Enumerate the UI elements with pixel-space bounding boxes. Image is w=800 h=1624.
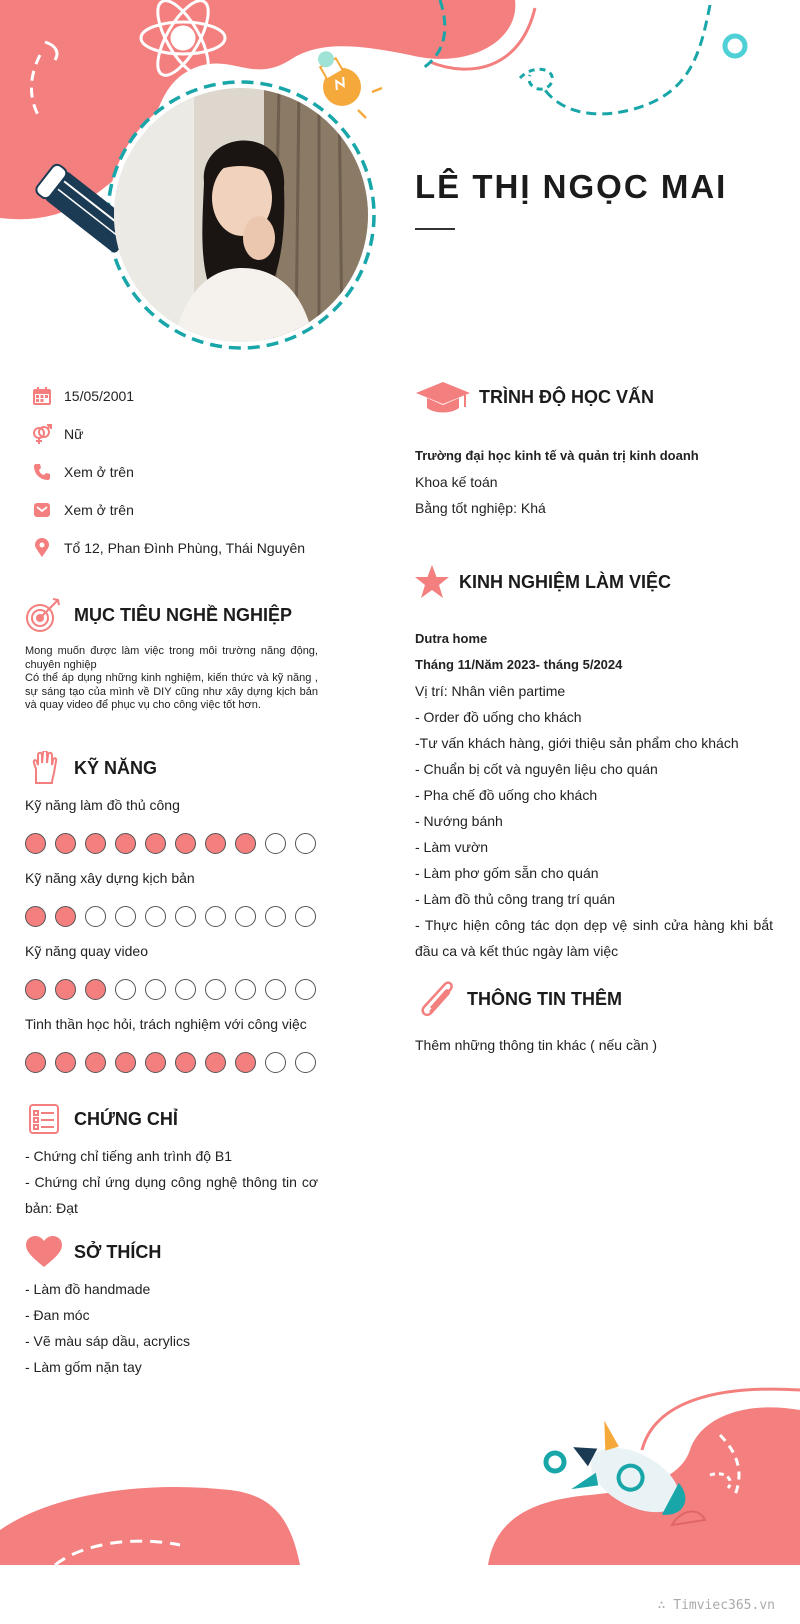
skill-rating bbox=[25, 906, 316, 927]
info-address-text: Tổ 12, Phan Đình Phùng, Thái Nguyên bbox=[64, 540, 306, 556]
skill-rating bbox=[25, 1052, 316, 1073]
experience-details bbox=[415, 626, 773, 964]
rating-dot-empty bbox=[85, 906, 106, 927]
info-address bbox=[30, 535, 305, 561]
rating-dot-filled bbox=[145, 1052, 166, 1073]
hobby-item: - Đan móc bbox=[25, 1307, 90, 1323]
candidate-name: LÊ THỊ NGỌC MAI bbox=[415, 168, 728, 205]
certificates-title: CHỨNG CHỈ bbox=[74, 1108, 178, 1129]
profile-photo bbox=[114, 88, 368, 342]
rating-dot-empty bbox=[265, 1052, 286, 1073]
rating-dot-empty bbox=[235, 906, 256, 927]
rating-dot-empty bbox=[295, 1052, 316, 1073]
education-school: Trường đại học kinh tế và quản trị kinh doanh bbox=[415, 448, 699, 463]
rating-dot-empty bbox=[265, 906, 286, 927]
objective-line: Có thể áp dụng những kinh nghiệm, kiến thức và kỹ năng , sự sáng tạo của mình về DIY cũng như xây dựng kịch bản và quay video để phục vụ cho công việc tốt hơn. bbox=[25, 672, 318, 711]
info-email bbox=[30, 497, 134, 523]
experience-item: - Nướng bánh bbox=[415, 813, 503, 829]
certificate-item: bản: Đạt bbox=[25, 1200, 78, 1216]
rating-dot-empty bbox=[175, 906, 196, 927]
education-faculty: Khoa kế toán bbox=[415, 474, 498, 490]
rating-dot-filled bbox=[175, 1052, 196, 1073]
experience-item: - Pha chế đồ uống cho khách bbox=[415, 787, 598, 803]
star-icon bbox=[413, 562, 451, 602]
rating-dot-empty bbox=[265, 833, 286, 854]
rating-dot-empty bbox=[295, 979, 316, 1000]
certificates-header bbox=[22, 1099, 178, 1139]
calendar-icon bbox=[30, 384, 54, 408]
rating-dot-filled bbox=[235, 1052, 256, 1073]
rating-dot-filled bbox=[145, 833, 166, 854]
education-title: TRÌNH ĐỘ HỌC VẤN bbox=[479, 386, 654, 407]
gender-icon bbox=[30, 422, 54, 446]
info-birthdate bbox=[30, 383, 134, 409]
skills-header bbox=[22, 748, 157, 788]
skill-rating bbox=[25, 833, 316, 854]
graduation-cap-icon bbox=[415, 377, 471, 417]
skill-label: Kỹ năng quay video bbox=[25, 943, 148, 959]
experience-title: KINH NGHIỆM LÀM VIỆC bbox=[459, 571, 672, 592]
skills-title: KỸ NĂNG bbox=[74, 757, 158, 778]
location-pin-icon bbox=[30, 536, 54, 560]
extra-title: THÔNG TIN THÊM bbox=[467, 988, 622, 1009]
experience-item: - Thực hiện công tác dọn dẹp vệ sinh cửa hàng khi bắt bbox=[415, 917, 773, 933]
skill-label: Kỹ năng làm đồ thủ công bbox=[25, 797, 180, 813]
rating-dot-empty bbox=[295, 833, 316, 854]
hand-icon bbox=[22, 748, 66, 788]
rating-dot-filled bbox=[55, 833, 76, 854]
rating-dot-filled bbox=[55, 979, 76, 1000]
rating-dot-empty bbox=[205, 979, 226, 1000]
extra-text: Thêm những thông tin khác ( nếu cần ) bbox=[415, 1037, 658, 1053]
experience-item: -Tư vấn khách hàng, giới thiệu sản phẩm cho khách bbox=[415, 735, 739, 751]
hobbies-list bbox=[25, 1276, 190, 1380]
rating-dot-filled bbox=[235, 833, 256, 854]
experience-item: - Làm vườn bbox=[415, 839, 489, 855]
certificates-list bbox=[25, 1143, 318, 1221]
objective-header bbox=[22, 595, 292, 635]
education-details bbox=[415, 443, 699, 521]
certificate-item: - Chứng chỉ ứng dụng công nghệ thông tin cơ bbox=[25, 1174, 318, 1190]
watermark: ∴ Timviec365.vn bbox=[657, 1598, 775, 1613]
objective-title: MỤC TIÊU NGHỀ NGHIỆP bbox=[74, 604, 293, 625]
heart-icon bbox=[22, 1232, 66, 1272]
rating-dot-filled bbox=[115, 1052, 136, 1073]
rating-dot-empty bbox=[235, 979, 256, 1000]
rating-dot-filled bbox=[205, 833, 226, 854]
rating-dot-empty bbox=[205, 906, 226, 927]
rating-dot-filled bbox=[55, 906, 76, 927]
rating-dot-filled bbox=[25, 979, 46, 1000]
experience-header bbox=[413, 562, 671, 602]
certificate-item: - Chứng chỉ tiếng anh trình độ B1 bbox=[25, 1148, 233, 1164]
experience-item: đầu ca và kết thúc ngày làm việc bbox=[415, 943, 619, 959]
info-gender bbox=[30, 421, 83, 447]
experience-item: Vị trí: Nhân viên partime bbox=[415, 683, 566, 699]
skill-label: Tinh thần học hỏi, trách nghiệm với công việc bbox=[25, 1016, 307, 1032]
info-gender-text: Nữ bbox=[64, 426, 84, 442]
hobby-item: - Vẽ màu sáp dầu, acrylics bbox=[25, 1333, 190, 1349]
experience-item: - Làm đồ thủ công trang trí quán bbox=[415, 891, 616, 907]
info-birthdate-text: 15/05/2001 bbox=[64, 388, 135, 404]
rating-dot-filled bbox=[55, 1052, 76, 1073]
rating-dot-filled bbox=[85, 979, 106, 1000]
education-degree: Bằng tốt nghiệp: Khá bbox=[415, 500, 546, 516]
footer-decoration bbox=[0, 1380, 800, 1624]
rating-dot-filled bbox=[205, 1052, 226, 1073]
rating-dot-filled bbox=[115, 833, 136, 854]
rating-dot-filled bbox=[25, 1052, 46, 1073]
hobbies-header bbox=[22, 1232, 161, 1272]
name-underline bbox=[415, 228, 455, 230]
info-email-text: Xem ở trên bbox=[64, 502, 134, 518]
experience-item: - Order đồ uống cho khách bbox=[415, 709, 582, 725]
experience-item: - Chuẩn bị cốt và nguyên liệu cho quán bbox=[415, 761, 658, 777]
rating-dot-empty bbox=[145, 979, 166, 1000]
info-phone-text: Xem ở trên bbox=[64, 464, 134, 480]
email-icon bbox=[30, 498, 54, 522]
experience-period: Tháng 11/Năm 2023- tháng 5/2024 bbox=[415, 657, 623, 672]
rating-dot-filled bbox=[175, 833, 196, 854]
skill-rating bbox=[25, 979, 316, 1000]
rating-dot-filled bbox=[25, 906, 46, 927]
rating-dot-empty bbox=[115, 979, 136, 1000]
phone-icon bbox=[30, 460, 54, 484]
education-header bbox=[415, 377, 654, 417]
rating-dot-empty bbox=[175, 979, 196, 1000]
rating-dot-filled bbox=[85, 833, 106, 854]
experience-item: - Làm phơ gốm sẵn cho quán bbox=[415, 865, 599, 881]
rating-dot-filled bbox=[25, 833, 46, 854]
hobbies-title: SỞ THÍCH bbox=[74, 1241, 162, 1262]
skill-label: Kỹ năng xây dựng kịch bản bbox=[25, 870, 195, 886]
rating-dot-empty bbox=[265, 979, 286, 1000]
rating-dot-filled bbox=[85, 1052, 106, 1073]
rating-dot-empty bbox=[295, 906, 316, 927]
paperclip-icon bbox=[415, 979, 459, 1019]
rating-dot-empty bbox=[115, 906, 136, 927]
target-icon bbox=[22, 595, 66, 635]
hobby-item: - Làm gốm nặn tay bbox=[25, 1359, 142, 1375]
experience-company: Dutra home bbox=[415, 631, 488, 646]
objective-line: Mong muốn được làm việc trong môi trường năng động, chuyên nghiệp bbox=[25, 645, 318, 671]
objective-text bbox=[25, 645, 318, 713]
extra-header bbox=[415, 979, 622, 1019]
info-phone bbox=[30, 459, 134, 485]
hobby-item: - Làm đồ handmade bbox=[25, 1281, 151, 1297]
rating-dot-empty bbox=[145, 906, 166, 927]
checklist-icon bbox=[22, 1099, 66, 1139]
